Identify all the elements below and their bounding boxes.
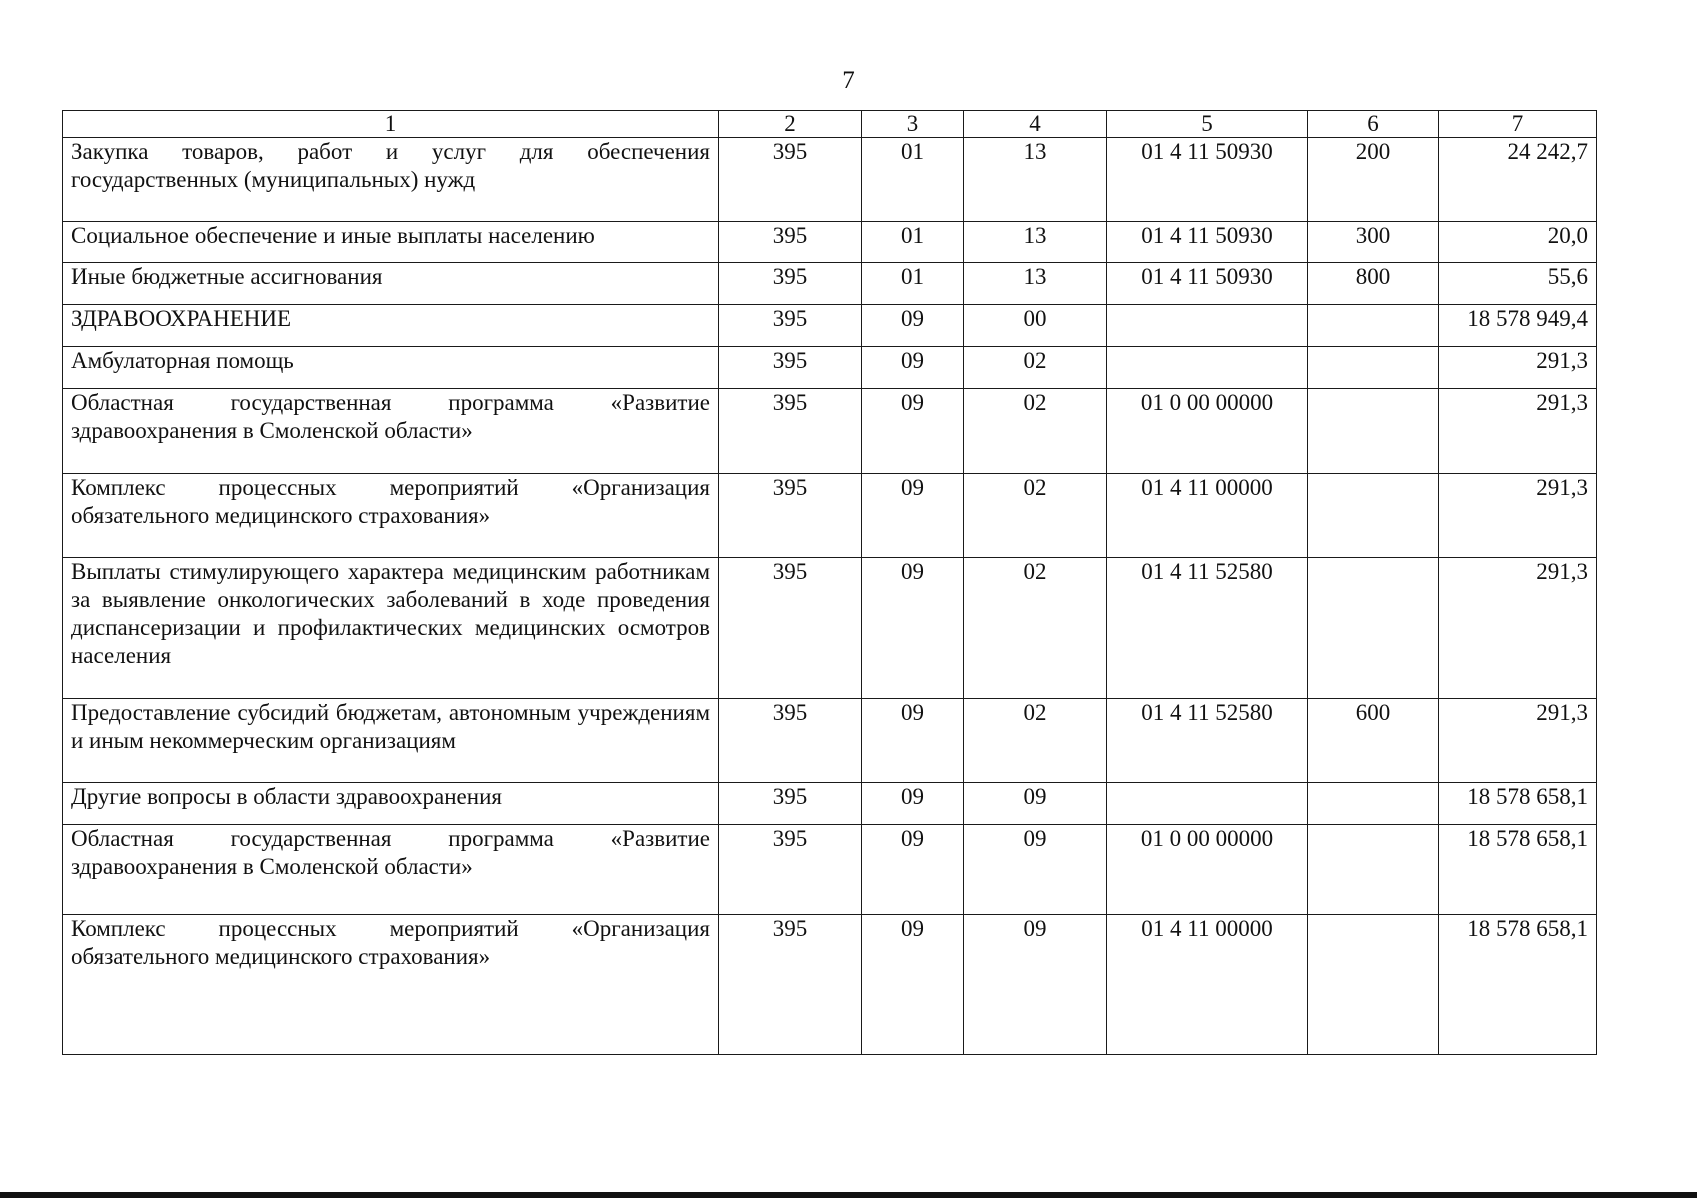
row-expense-type — [1308, 347, 1439, 389]
row-admin-code: 395 — [719, 347, 862, 389]
row-subsection: 13 — [964, 263, 1107, 305]
row-name: Социальное обеспечение и иные выплаты населению — [63, 222, 719, 263]
header-col-6: 6 — [1308, 111, 1439, 138]
row-amount: 291,3 — [1439, 474, 1597, 558]
row-subsection: 02 — [964, 389, 1107, 474]
row-section: 09 — [862, 699, 964, 783]
row-name: Иные бюджетные ассигнования — [63, 263, 719, 305]
table-row — [63, 347, 1597, 389]
row-amount: 291,3 — [1439, 558, 1597, 699]
row-section: 01 — [862, 222, 964, 263]
table-row — [63, 825, 1597, 915]
row-amount: 291,3 — [1439, 347, 1597, 389]
row-amount: 291,3 — [1439, 699, 1597, 783]
row-section: 01 — [862, 263, 964, 305]
row-admin-code: 395 — [719, 558, 862, 699]
row-expense-type — [1308, 825, 1439, 915]
row-name: Комплекс процессных мероприятий «Организация обязательного медицинского страхования» — [63, 474, 719, 558]
row-name: Предоставление субсидий бюджетам, автономным учреждениям и иным некоммерческим организациям — [63, 699, 719, 783]
row-name: Выплаты стимулирующего характера медицинским работникам за выявление онкологических заболеваний в ходе проведения диспансеризации и профилактических медицинских осмотров населения — [63, 558, 719, 699]
row-section: 09 — [862, 558, 964, 699]
row-amount: 18 578 949,4 — [1439, 305, 1597, 347]
row-section: 09 — [862, 915, 964, 1055]
row-expense-type — [1308, 305, 1439, 347]
table-row — [63, 474, 1597, 558]
row-subsection: 00 — [964, 305, 1107, 347]
row-target-article: 01 4 11 52580 — [1107, 699, 1308, 783]
row-target-article: 01 4 11 50930 — [1107, 222, 1308, 263]
row-target-article — [1107, 347, 1308, 389]
header-col-1: 1 — [63, 111, 719, 138]
row-admin-code: 395 — [719, 305, 862, 347]
row-subsection: 13 — [964, 222, 1107, 263]
row-expense-type: 600 — [1308, 699, 1439, 783]
row-expense-type — [1308, 783, 1439, 825]
row-admin-code: 395 — [719, 474, 862, 558]
row-expense-type — [1308, 558, 1439, 699]
header-col-2: 2 — [719, 111, 862, 138]
row-subsection: 09 — [964, 783, 1107, 825]
row-admin-code: 395 — [719, 699, 862, 783]
row-target-article: 01 4 11 52580 — [1107, 558, 1308, 699]
row-target-article: 01 0 00 00000 — [1107, 389, 1308, 474]
budget-table — [62, 110, 1597, 1055]
row-name: Комплекс процессных мероприятий «Организация обязательного медицинского страхования» — [63, 915, 719, 1055]
row-name: Другие вопросы в области здравоохранения — [63, 783, 719, 825]
row-subsection: 09 — [964, 915, 1107, 1055]
row-section: 09 — [862, 389, 964, 474]
table-row — [63, 305, 1597, 347]
header-row — [63, 111, 1597, 138]
header-col-5: 5 — [1107, 111, 1308, 138]
row-admin-code: 395 — [719, 825, 862, 915]
table-row — [63, 389, 1597, 474]
row-admin-code: 395 — [719, 915, 862, 1055]
row-amount: 291,3 — [1439, 389, 1597, 474]
row-subsection: 02 — [964, 699, 1107, 783]
row-expense-type — [1308, 474, 1439, 558]
row-amount: 18 578 658,1 — [1439, 783, 1597, 825]
row-name: ЗДРАВООХРАНЕНИЕ — [63, 305, 719, 347]
row-subsection: 02 — [964, 474, 1107, 558]
row-expense-type — [1308, 389, 1439, 474]
table-row — [63, 783, 1597, 825]
table-body — [63, 138, 1597, 1055]
row-expense-type — [1308, 915, 1439, 1055]
row-admin-code: 395 — [719, 222, 862, 263]
row-section: 09 — [862, 305, 964, 347]
row-target-article: 01 4 11 00000 — [1107, 915, 1308, 1055]
row-section: 09 — [862, 347, 964, 389]
row-amount: 20,0 — [1439, 222, 1597, 263]
row-admin-code: 395 — [719, 138, 862, 222]
table-row — [63, 263, 1597, 305]
table-row — [63, 558, 1597, 699]
row-name: Закупка товаров, работ и услуг для обеспечения государственных (муниципальных) нужд — [63, 138, 719, 222]
row-name: Областная государственная программа «Развитие здравоохранения в Смоленской области» — [63, 389, 719, 474]
table-row — [63, 138, 1597, 222]
row-expense-type: 200 — [1308, 138, 1439, 222]
row-expense-type: 300 — [1308, 222, 1439, 263]
row-subsection: 13 — [964, 138, 1107, 222]
table-header — [63, 111, 1597, 138]
header-col-7: 7 — [1439, 111, 1597, 138]
row-target-article: 01 4 11 50930 — [1107, 263, 1308, 305]
row-section: 01 — [862, 138, 964, 222]
row-name: Амбулаторная помощь — [63, 347, 719, 389]
header-col-4: 4 — [964, 111, 1107, 138]
row-subsection: 02 — [964, 558, 1107, 699]
row-target-article: 01 4 11 00000 — [1107, 474, 1308, 558]
row-name: Областная государственная программа «Развитие здравоохранения в Смоленской области» — [63, 825, 719, 915]
row-admin-code: 395 — [719, 389, 862, 474]
table-row — [63, 222, 1597, 263]
row-admin-code: 395 — [719, 263, 862, 305]
row-amount: 24 242,7 — [1439, 138, 1597, 222]
table-row — [63, 915, 1597, 1055]
row-target-article — [1107, 305, 1308, 347]
row-expense-type: 800 — [1308, 263, 1439, 305]
row-section: 09 — [862, 783, 964, 825]
row-section: 09 — [862, 825, 964, 915]
page-number: 7 — [842, 67, 855, 94]
table-row — [63, 699, 1597, 783]
row-admin-code: 395 — [719, 783, 862, 825]
row-target-article: 01 0 00 00000 — [1107, 825, 1308, 915]
row-subsection: 02 — [964, 347, 1107, 389]
row-amount: 55,6 — [1439, 263, 1597, 305]
row-amount: 18 578 658,1 — [1439, 825, 1597, 915]
header-col-3: 3 — [862, 111, 964, 138]
row-target-article — [1107, 783, 1308, 825]
row-amount: 18 578 658,1 — [1439, 915, 1597, 1055]
page-bottom-edge — [0, 1192, 1697, 1198]
row-target-article: 01 4 11 50930 — [1107, 138, 1308, 222]
row-subsection: 09 — [964, 825, 1107, 915]
row-section: 09 — [862, 474, 964, 558]
